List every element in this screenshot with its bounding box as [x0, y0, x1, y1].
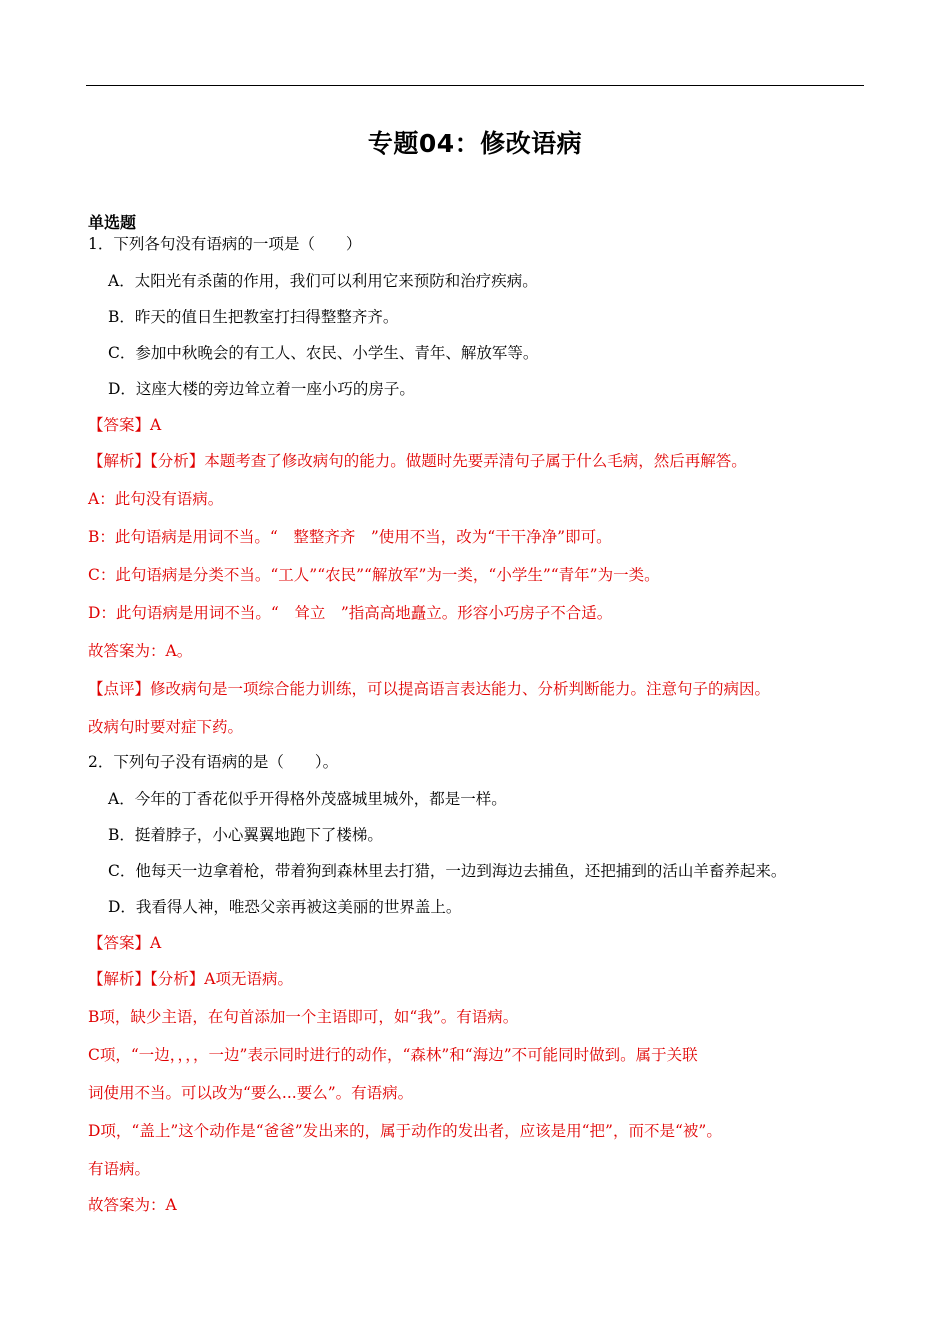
question-2-analysis-line: 词使用不当。可以改为“要么...要么”。有语病。 [88, 1084, 414, 1102]
question-1-answer: 【答案】A [88, 416, 162, 434]
question-1-comment: 【点评】修改病句是一项综合能力训练，可以提高语言表达能力、分析判断能力。注意句子的病因。 [88, 680, 771, 698]
question-2-option-c: C．他每天一边拿着枪，带着狗到森林里去打猎，一边到海边去捕鱼，还把捕到的活山羊畜养起来。 [108, 862, 787, 880]
question-2-answer: 【答案】A [88, 934, 162, 952]
question-2-analysis-line: C项，“一边，，，，一边”表示同时进行的动作，“森林”和“海边”不可能同时做到。属于关联 [88, 1046, 698, 1064]
question-1-analysis-line: 故答案为：A。 [88, 642, 193, 660]
question-2-stem: 2．下列句子没有语病的是（ ）。 [88, 753, 339, 771]
question-1-option-a: A．太阳光有杀菌的作用，我们可以利用它来预防和治疗疾病。 [108, 272, 538, 290]
page-title: 专题04：修改语病 [367, 129, 583, 158]
question-2-analysis-line: 故答案为：A [88, 1196, 177, 1214]
question-2-option-b: B．挺着脖子，小心翼翼地跑下了楼梯。 [108, 826, 383, 844]
question-1-analysis-line: C：此句语病是分类不当。“工人”“农民”“解放军”为一类，“小学生”“青年”为一类。 [88, 566, 660, 584]
question-1-comment: 改病句时要对症下药。 [88, 718, 244, 736]
question-2-analysis-line: 【解析】【分析】A项无语病。 [88, 970, 293, 988]
question-1-stem: 1．下列各句没有语病的一项是（ ） [88, 235, 362, 253]
question-1-analysis-line: B：此句语病是用词不当。“ 整整齐齐 ”使用不当，改为“干干净净”即可。 [88, 528, 612, 546]
section-heading: 单选题 [88, 213, 137, 232]
question-1-analysis-line: 【解析】【分析】本题考查了修改病句的能力。做题时先要弄清句子属于什么毛病，然后再解答。 [88, 452, 747, 470]
question-2-analysis-line: B项，缺少主语，在句首添加一个主语即可，如“我”。有语病。 [88, 1008, 519, 1026]
question-2-option-a: A．今年的丁香花似乎开得格外茂盛城里城外，都是一样。 [108, 790, 507, 808]
question-2-option-d: D．我看得人神，唯恐父亲再被这美丽的世界盖上。 [108, 898, 462, 916]
question-1-option-c: C．参加中秋晚会的有工人、农民、小学生、青年、解放军等。 [108, 344, 539, 362]
question-1-option-d: D．这座大楼的旁边耸立着一座小巧的房子。 [108, 380, 415, 398]
question-1-analysis-line: A：此句没有语病。 [88, 490, 224, 508]
question-2-analysis-line: 有语病。 [88, 1160, 151, 1178]
question-2-analysis-line: D项，“盖上”这个动作是“爸爸”发出来的，属于动作的发出者，应该是用“把”，而不是“被”。 [88, 1122, 722, 1140]
question-1-analysis-line: D：此句语病是用词不当。“ 耸立 ”指高高地矗立。形容小巧房子不合适。 [88, 604, 613, 622]
header-rule [86, 85, 864, 86]
question-1-option-b: B．昨天的值日生把教室打扫得整整齐齐。 [108, 308, 399, 326]
